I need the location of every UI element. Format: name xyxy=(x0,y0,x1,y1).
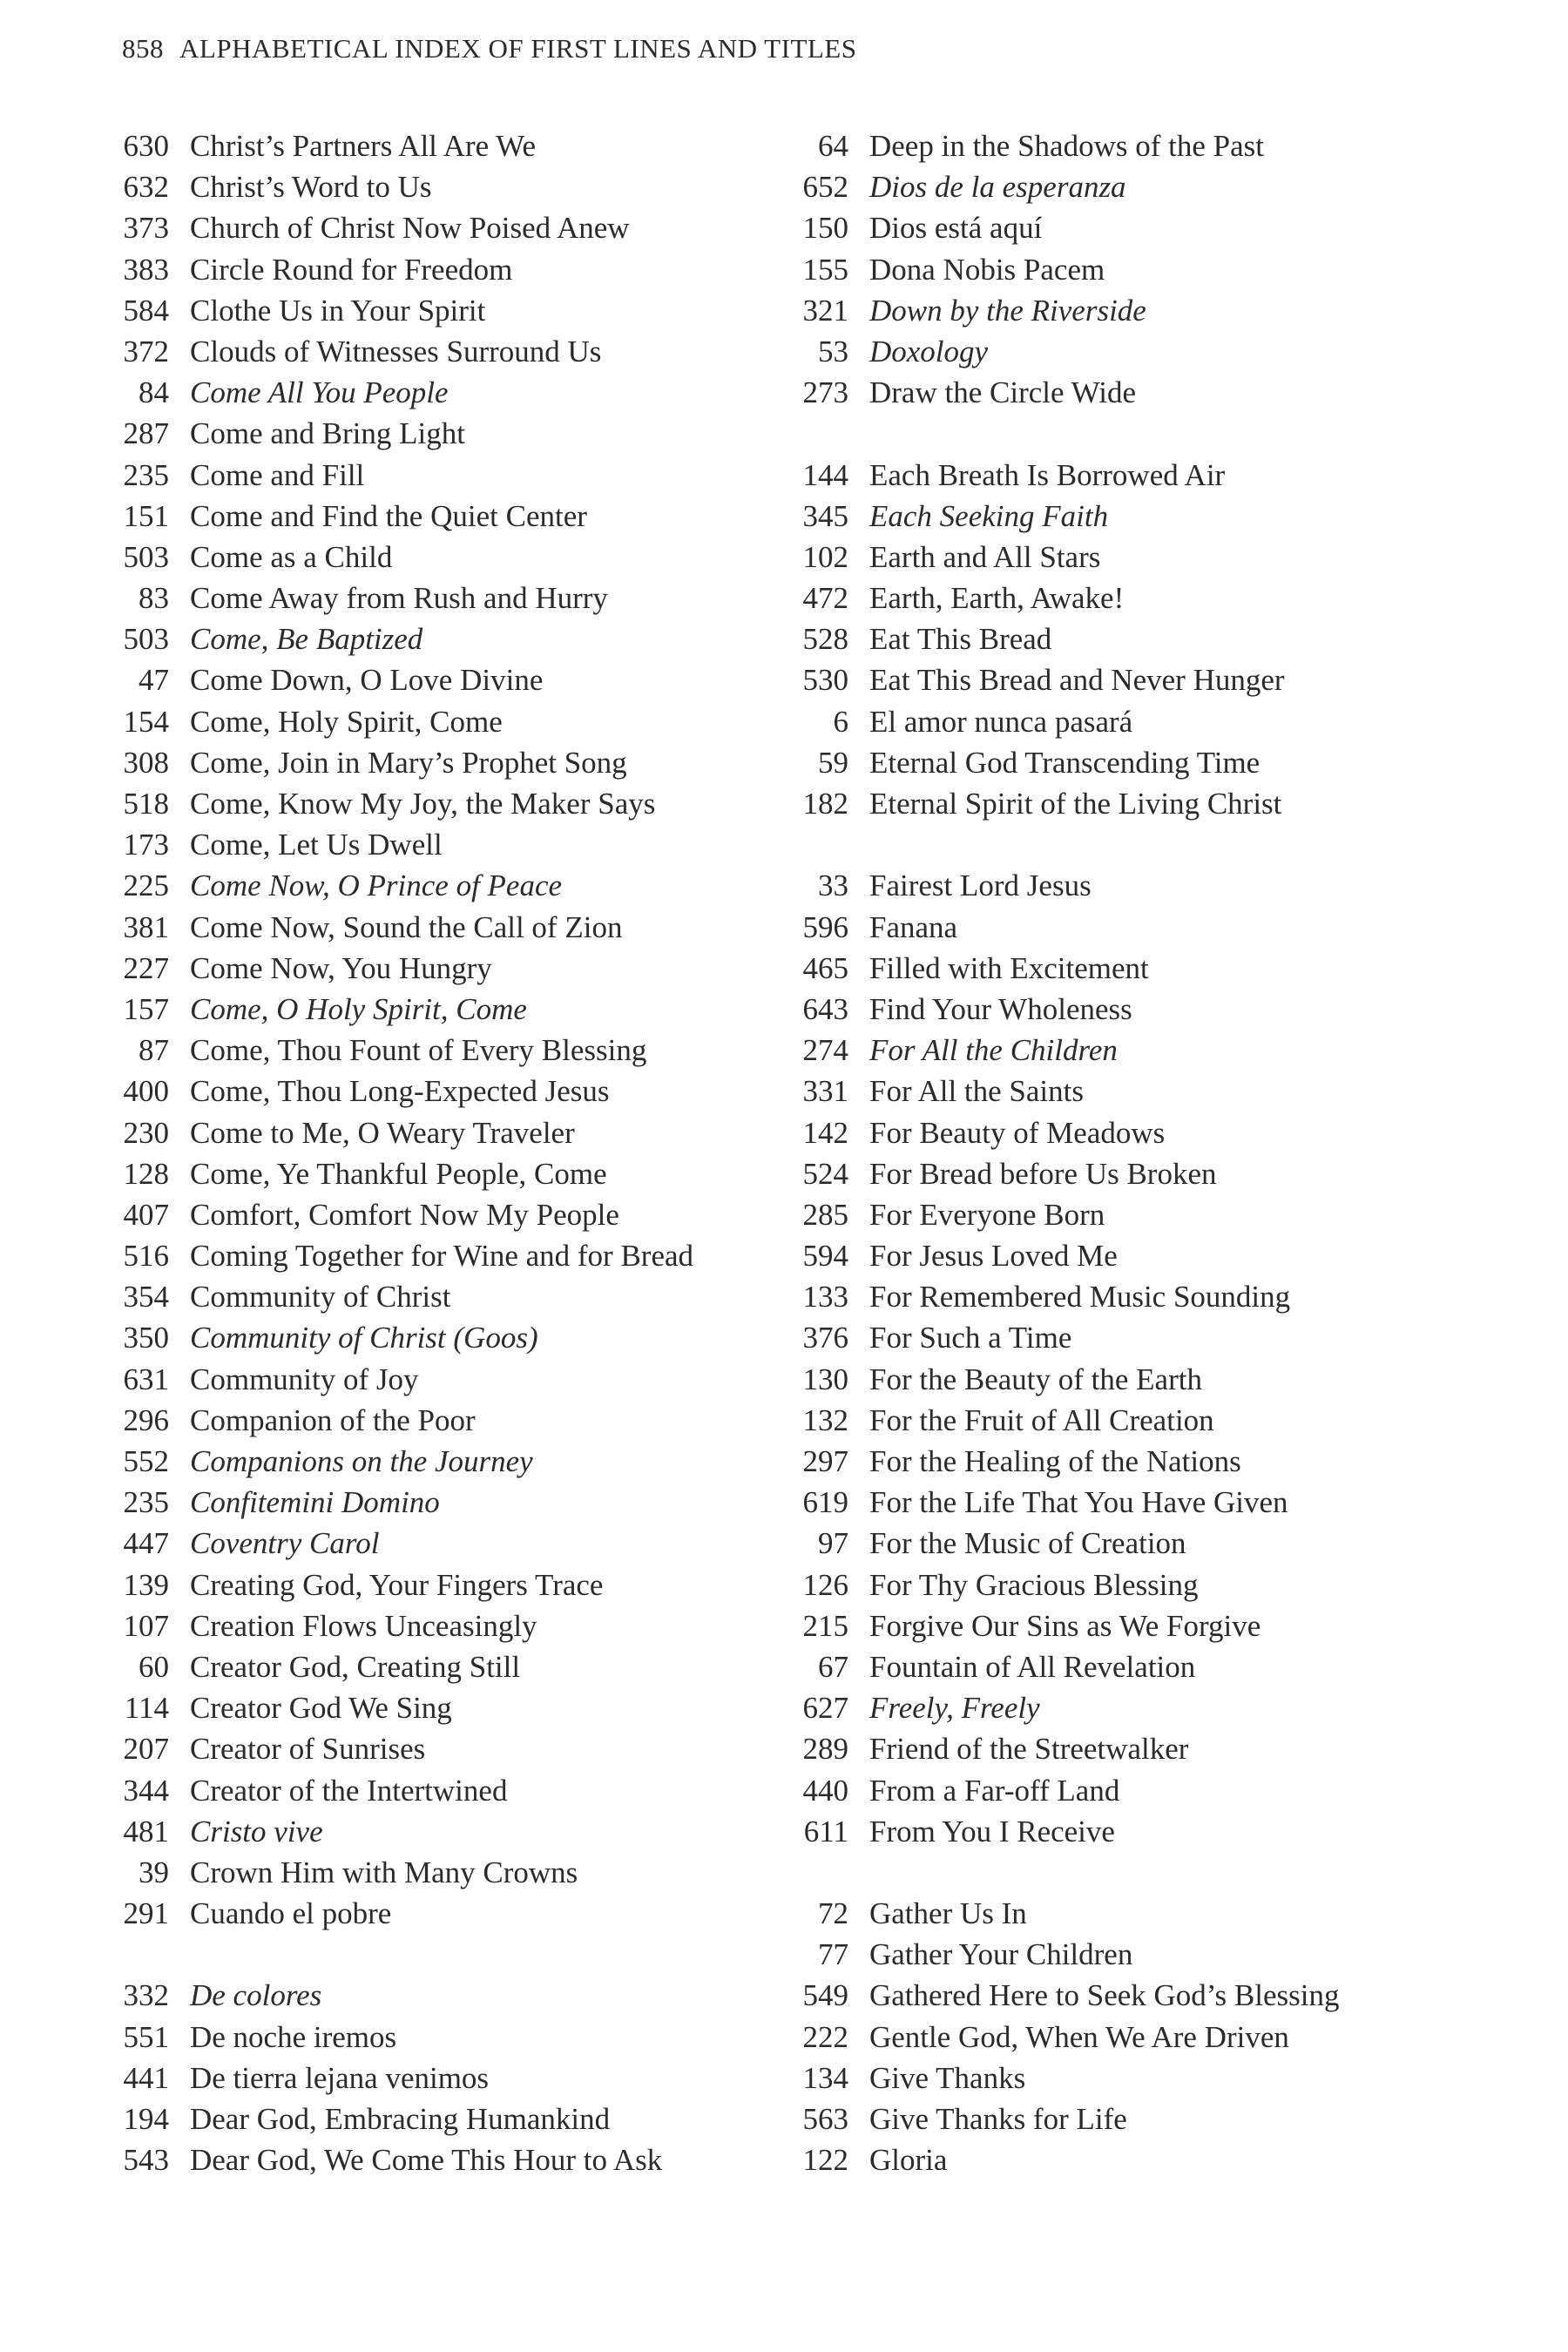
hymn-number: 72 xyxy=(818,1896,848,1931)
hymn-number: 154 xyxy=(123,704,169,739)
index-entry xyxy=(777,622,1439,663)
index-entry xyxy=(98,1568,760,1609)
hymn-number: 133 xyxy=(802,1280,848,1315)
hymn-title: From You I Receive xyxy=(869,1814,1115,1848)
hymn-number: 139 xyxy=(123,1567,169,1602)
hymn-title: For the Beauty of the Earth xyxy=(869,1362,1202,1396)
hymn-title: Come Now, O Prince of Peace xyxy=(190,868,563,903)
hymn-number: 594 xyxy=(802,1239,848,1274)
hymn-number: 142 xyxy=(802,1115,848,1150)
hymn-title: Confitemini Domino xyxy=(190,1485,440,1520)
hymn-title: Cristo vive xyxy=(190,1814,323,1848)
hymn-number: 528 xyxy=(802,622,848,657)
hymn-title: Fairest Lord Jesus xyxy=(869,868,1092,903)
hymn-number: 627 xyxy=(802,1691,848,1726)
index-entry xyxy=(98,335,760,375)
index-entry xyxy=(777,2143,1439,2184)
hymn-title: Church of Christ Now Poised Anew xyxy=(190,211,630,246)
index-entry xyxy=(777,1074,1439,1115)
index-entry xyxy=(777,1691,1439,1732)
hymn-title: For Beauty of Meadows xyxy=(869,1115,1166,1150)
index-entry xyxy=(98,1609,760,1650)
hymn-title: Gather Us In xyxy=(869,1896,1027,1931)
hymn-title: Eternal God Transcending Time xyxy=(869,745,1260,780)
index-entry xyxy=(98,129,760,170)
index-entry xyxy=(777,1609,1439,1650)
index-entry xyxy=(98,1280,760,1321)
hymn-number: 354 xyxy=(123,1280,169,1315)
hymn-number: 551 xyxy=(123,2019,169,2054)
index-entry xyxy=(777,2061,1439,2102)
hymn-number: 447 xyxy=(123,1526,169,1561)
index-entry xyxy=(777,910,1439,951)
hymn-number: 530 xyxy=(802,663,848,698)
hymn-title: Come Now, You Hungry xyxy=(190,950,492,985)
hymn-title: Come and Bring Light xyxy=(190,416,465,451)
hymn-number: 126 xyxy=(802,1567,848,1602)
hymn-number: 122 xyxy=(802,2143,848,2178)
hymn-title: For the Life That You Have Given xyxy=(869,1485,1288,1520)
hymn-title: Come Away from Rush and Hurry xyxy=(190,581,608,616)
index-entry xyxy=(98,746,760,787)
hymn-title: Draw the Circle Wide xyxy=(869,375,1137,410)
index-entry xyxy=(98,1116,760,1157)
hymn-number: 596 xyxy=(802,909,848,944)
hymn-number: 289 xyxy=(802,1732,848,1767)
index-entry xyxy=(777,1937,1439,1978)
hymn-title: Give Thanks for Life xyxy=(869,2102,1127,2136)
hymn-title: For Bread before Us Broken xyxy=(869,1156,1217,1191)
index-entry xyxy=(98,294,760,335)
hymn-title: Find Your Wholeness xyxy=(869,991,1132,1026)
hymn-number: 563 xyxy=(802,2102,848,2136)
index-entry xyxy=(777,868,1439,909)
hymn-title: Companions on the Journey xyxy=(190,1444,533,1478)
hymn-title: For the Music of Creation xyxy=(869,1526,1186,1561)
index-entry xyxy=(777,335,1439,375)
hymn-title: Come, Know My Joy, the Maker Says xyxy=(190,787,656,821)
hymn-number: 39 xyxy=(139,1855,169,1889)
index-entry xyxy=(98,1321,760,1362)
index-entry xyxy=(98,787,760,828)
index-entry xyxy=(777,2020,1439,2061)
hymn-number: 287 xyxy=(123,416,169,451)
index-entry xyxy=(777,1116,1439,1157)
hymn-title: Gentle God, When We Are Driven xyxy=(869,2019,1289,2054)
hymn-title: Friend of the Streetwalker xyxy=(869,1732,1189,1767)
hymn-number: 619 xyxy=(802,1485,848,1520)
section-gap xyxy=(777,1855,1439,1896)
hymn-title: Filled with Excitement xyxy=(869,950,1149,985)
hymn-number: 273 xyxy=(802,375,848,410)
hymn-title: Come and Find the Quiet Center xyxy=(190,498,587,533)
hymn-number: 87 xyxy=(139,1033,169,1068)
hymn-number: 632 xyxy=(123,170,169,205)
index-entry xyxy=(98,2061,760,2102)
hymn-number: 503 xyxy=(123,622,169,657)
index-entry xyxy=(777,1978,1439,2019)
hymn-title: Come, Holy Spirit, Come xyxy=(190,704,503,739)
index-entry xyxy=(98,1074,760,1115)
hymn-title: For Remembered Music Sounding xyxy=(869,1280,1291,1315)
hymn-number: 350 xyxy=(123,1321,169,1355)
section-gap xyxy=(777,828,1439,868)
index-entry xyxy=(777,2102,1439,2143)
hymn-number: 47 xyxy=(139,663,169,698)
hymn-number: 60 xyxy=(139,1649,169,1684)
hymn-title: Come, O Holy Spirit, Come xyxy=(190,991,527,1026)
hymn-title: Creating God, Your Fingers Trace xyxy=(190,1567,604,1602)
hymn-title: Circle Round for Freedom xyxy=(190,252,513,287)
index-entry xyxy=(98,1444,760,1485)
hymn-title: Freely, Freely xyxy=(869,1691,1040,1726)
hymn-number: 296 xyxy=(123,1402,169,1437)
index-entry xyxy=(98,1198,760,1239)
hymn-number: 376 xyxy=(802,1321,848,1355)
hymn-number: 84 xyxy=(139,375,169,410)
index-entry xyxy=(777,1157,1439,1198)
hymn-number: 53 xyxy=(818,334,848,368)
hymn-title: For the Fruit of All Creation xyxy=(869,1402,1214,1437)
index-entry xyxy=(98,211,760,252)
index-entry xyxy=(98,828,760,868)
hymn-title: Give Thanks xyxy=(869,2060,1026,2095)
hymn-title: Come, Ye Thankful People, Come xyxy=(190,1156,607,1191)
hymn-number: 6 xyxy=(833,704,848,739)
index-entry xyxy=(777,1896,1439,1937)
index-entry xyxy=(777,992,1439,1033)
index-entry xyxy=(777,1033,1439,1074)
hymn-title: For Everyone Born xyxy=(869,1197,1105,1232)
index-entry xyxy=(777,1280,1439,1321)
hymn-title: Companion of the Poor xyxy=(190,1402,476,1437)
hymn-title: De noche iremos xyxy=(190,2019,397,2054)
hymn-title: Gloria xyxy=(869,2143,948,2178)
hymn-title: Fountain of All Revelation xyxy=(869,1649,1196,1684)
hymn-number: 321 xyxy=(802,293,848,328)
hymn-title: Dios está aquí xyxy=(869,211,1043,246)
index-entry xyxy=(98,951,760,992)
index-entry xyxy=(777,1198,1439,1239)
hymn-title: Community of Christ xyxy=(190,1280,451,1315)
hymn-number: 222 xyxy=(802,2019,848,2054)
hymn-title: For All the Children xyxy=(869,1033,1118,1068)
hymn-title: De colores xyxy=(190,1978,322,2013)
hymn-title: Gathered Here to Seek God’s Blessing xyxy=(869,1978,1340,2013)
hymn-number: 584 xyxy=(123,293,169,328)
hymn-number: 182 xyxy=(802,787,848,821)
hymn-number: 373 xyxy=(123,211,169,246)
index-entry xyxy=(98,622,760,663)
hymn-title: Down by the Riverside xyxy=(869,293,1146,328)
hymn-title: Come, Let Us Dwell xyxy=(190,828,443,862)
hymn-title: Creation Flows Unceasingly xyxy=(190,1608,537,1643)
index-entry xyxy=(98,458,760,499)
index-entry xyxy=(98,2020,760,2061)
hymn-number: 611 xyxy=(803,1814,848,1848)
hymn-title: Coventry Carol xyxy=(190,1526,380,1561)
index-entry xyxy=(98,1403,760,1444)
hymn-number: 102 xyxy=(802,539,848,574)
hymn-number: 33 xyxy=(818,868,848,903)
hymn-title: Earth, Earth, Awake! xyxy=(869,581,1125,616)
hymn-number: 144 xyxy=(802,457,848,492)
hymn-number: 344 xyxy=(123,1773,169,1808)
hymn-title: Each Breath Is Borrowed Air xyxy=(869,457,1226,492)
hymn-number: 549 xyxy=(802,1978,848,2013)
hymn-number: 407 xyxy=(123,1197,169,1232)
hymn-title: Eternal Spirit of the Living Christ xyxy=(869,787,1282,821)
hymn-number: 381 xyxy=(123,909,169,944)
hymn-number: 552 xyxy=(123,1444,169,1478)
index-entry xyxy=(777,1732,1439,1773)
index-entry xyxy=(777,1362,1439,1403)
hymn-title: Coming Together for Wine and for Bread xyxy=(190,1239,694,1274)
hymn-title: Gather Your Children xyxy=(869,1937,1133,1972)
index-entry xyxy=(777,458,1439,499)
hymn-title: Come, Be Baptized xyxy=(190,622,423,657)
hymn-title: Eat This Bread xyxy=(869,622,1052,657)
index-entry xyxy=(777,1444,1439,1485)
hymn-number: 630 xyxy=(123,129,169,163)
hymn-title: Comfort, Comfort Now My People xyxy=(190,1197,619,1232)
index-entry xyxy=(98,1815,760,1855)
index-entry xyxy=(98,253,760,294)
hymn-title: Dear God, Embracing Humankind xyxy=(190,2102,611,2136)
index-entry xyxy=(98,1691,760,1732)
index-entry xyxy=(777,663,1439,704)
index-entry xyxy=(777,1321,1439,1362)
index-column-left xyxy=(98,129,760,2184)
hymn-title: Cuando el pobre xyxy=(190,1896,392,1931)
hymn-number: 472 xyxy=(802,581,848,616)
index-entry xyxy=(777,581,1439,622)
index-entry xyxy=(777,375,1439,416)
hymn-number: 643 xyxy=(802,991,848,1026)
index-entry xyxy=(777,1774,1439,1815)
hymn-title: Each Seeking Faith xyxy=(869,498,1109,533)
hymn-title: Clothe Us in Your Spirit xyxy=(190,293,486,328)
index-entry xyxy=(777,951,1439,992)
index-entry xyxy=(777,705,1439,746)
index-entry xyxy=(777,129,1439,170)
hymn-number: 132 xyxy=(802,1402,848,1437)
hymn-title: Come as a Child xyxy=(190,539,393,574)
hymn-number: 67 xyxy=(818,1649,848,1684)
hymn-number: 97 xyxy=(818,1526,848,1561)
hymn-number: 291 xyxy=(123,1896,169,1931)
hymn-title: Come, Thou Fount of Every Blessing xyxy=(190,1033,647,1068)
index-entry xyxy=(777,540,1439,581)
hymn-number: 440 xyxy=(802,1773,848,1808)
hymn-number: 308 xyxy=(123,745,169,780)
hymn-number: 227 xyxy=(123,950,169,985)
index-entry xyxy=(98,1485,760,1526)
hymn-title: From a Far-off Land xyxy=(869,1773,1120,1808)
hymn-number: 285 xyxy=(802,1197,848,1232)
hymn-title: Come to Me, O Weary Traveler xyxy=(190,1115,575,1150)
index-entry xyxy=(98,540,760,581)
index-entry xyxy=(777,1650,1439,1691)
index-entry xyxy=(98,992,760,1033)
hymn-title: Christ’s Word to Us xyxy=(190,170,432,205)
index-entry xyxy=(98,2102,760,2143)
hymn-number: 297 xyxy=(802,1444,848,1478)
index-entry xyxy=(777,211,1439,252)
index-entry xyxy=(777,746,1439,787)
hymn-number: 524 xyxy=(802,1156,848,1191)
index-entry xyxy=(777,787,1439,828)
hymn-number: 114 xyxy=(124,1691,169,1726)
hymn-title: Creator of the Intertwined xyxy=(190,1773,508,1808)
index-entry xyxy=(98,1732,760,1773)
hymn-number: 345 xyxy=(802,498,848,533)
index-entry xyxy=(777,1403,1439,1444)
section-gap xyxy=(777,416,1439,457)
page-number: 858 xyxy=(122,33,164,64)
index-entry xyxy=(777,253,1439,294)
hymn-title: Come and Fill xyxy=(190,457,365,492)
hymn-number: 77 xyxy=(818,1937,848,1972)
hymn-number: 652 xyxy=(802,170,848,205)
index-entry xyxy=(98,1650,760,1691)
index-entry xyxy=(98,170,760,211)
index-entry xyxy=(777,170,1439,211)
index-entry xyxy=(98,910,760,951)
hymn-title: Creator of Sunrises xyxy=(190,1732,426,1767)
index-entry xyxy=(777,1485,1439,1526)
hymn-number: 173 xyxy=(123,828,169,862)
hymn-title: De tierra lejana venimos xyxy=(190,2060,490,2095)
index-entry xyxy=(98,1526,760,1567)
index-column-right xyxy=(777,129,1439,2184)
hymn-title: Doxology xyxy=(869,334,989,368)
hymn-title: Christ’s Partners All Are We xyxy=(190,129,537,163)
index-entry xyxy=(777,1568,1439,1609)
index-entry xyxy=(777,1526,1439,1567)
hymn-number: 128 xyxy=(123,1156,169,1191)
hymn-title: For Jesus Loved Me xyxy=(869,1239,1118,1274)
hymn-title: For All the Saints xyxy=(869,1074,1084,1109)
index-entry xyxy=(98,1978,760,2019)
index-entry xyxy=(98,1896,760,1937)
hymn-title: Clouds of Witnesses Surround Us xyxy=(190,334,602,368)
hymn-title: Fanana xyxy=(869,909,958,944)
hymn-number: 516 xyxy=(123,1239,169,1274)
index-entry xyxy=(98,581,760,622)
hymn-title: Come, Join in Mary’s Prophet Song xyxy=(190,745,627,780)
hymn-title: El amor nunca pasará xyxy=(869,704,1133,739)
index-entry xyxy=(98,1362,760,1403)
hymn-title: Deep in the Shadows of the Past xyxy=(869,129,1264,163)
index-entry xyxy=(98,1774,760,1815)
hymn-number: 383 xyxy=(123,252,169,287)
index-entry xyxy=(98,663,760,704)
hymn-number: 331 xyxy=(802,1074,848,1109)
hymn-number: 150 xyxy=(802,211,848,246)
hymn-title: Come Down, O Love Divine xyxy=(190,663,544,698)
hymn-number: 157 xyxy=(123,991,169,1026)
hymn-number: 155 xyxy=(802,252,848,287)
hymn-number: 230 xyxy=(123,1115,169,1150)
index-entry xyxy=(777,294,1439,335)
hymn-title: Creator God, Creating Still xyxy=(190,1649,521,1684)
index-entry xyxy=(98,868,760,909)
hymn-title: Community of Christ (Goos) xyxy=(190,1321,538,1355)
index-entry xyxy=(98,375,760,416)
hymn-title: Dona Nobis Pacem xyxy=(869,252,1105,287)
hymn-title: For Thy Gracious Blessing xyxy=(869,1567,1199,1602)
index-entry xyxy=(98,1157,760,1198)
hymn-number: 400 xyxy=(123,1074,169,1109)
hymn-title: Come, Thou Long-Expected Jesus xyxy=(190,1074,610,1109)
hymn-title: For Such a Time xyxy=(869,1321,1072,1355)
index-entry xyxy=(777,1815,1439,1855)
hymn-number: 194 xyxy=(123,2102,169,2136)
index-entry xyxy=(98,1855,760,1896)
hymn-number: 130 xyxy=(802,1362,848,1396)
index-entry xyxy=(98,1239,760,1280)
hymn-number: 235 xyxy=(123,1485,169,1520)
section-gap xyxy=(98,1937,760,1978)
hymn-number: 107 xyxy=(123,1608,169,1643)
hymn-title: Eat This Bread and Never Hunger xyxy=(869,663,1285,698)
hymn-title: Earth and All Stars xyxy=(869,539,1101,574)
index-entry xyxy=(777,499,1439,540)
hymn-title: For the Healing of the Nations xyxy=(869,1444,1241,1478)
hymn-title: Dios de la esperanza xyxy=(869,170,1126,205)
index-entry xyxy=(777,1239,1439,1280)
hymn-number: 64 xyxy=(818,129,848,163)
hymn-title: Come Now, Sound the Call of Zion xyxy=(190,909,623,944)
index-entry xyxy=(98,416,760,457)
hymn-number: 215 xyxy=(802,1608,848,1643)
hymn-number: 518 xyxy=(123,787,169,821)
hymn-number: 235 xyxy=(123,457,169,492)
hymn-number: 441 xyxy=(123,2060,169,2095)
index-entry xyxy=(98,499,760,540)
hymn-number: 134 xyxy=(802,2060,848,2095)
hymn-title: Creator God We Sing xyxy=(190,1691,452,1726)
hymn-title: Community of Joy xyxy=(190,1362,419,1396)
index-entry xyxy=(98,705,760,746)
hymn-number: 332 xyxy=(123,1978,169,2013)
hymn-number: 503 xyxy=(123,539,169,574)
index-entry xyxy=(98,1033,760,1074)
hymn-number: 207 xyxy=(123,1732,169,1767)
hymn-number: 465 xyxy=(802,950,848,985)
hymn-title: Dear God, We Come This Hour to Ask xyxy=(190,2143,663,2178)
hymn-number: 543 xyxy=(123,2143,169,2178)
hymn-number: 83 xyxy=(139,581,169,616)
hymn-title: Come All You People xyxy=(190,375,449,410)
page-title: ALPHABETICAL INDEX OF FIRST LINES AND TITLES xyxy=(179,33,857,64)
hymn-number: 59 xyxy=(818,745,848,780)
hymn-number: 225 xyxy=(123,868,169,903)
page-header xyxy=(122,33,857,64)
hymn-title: Forgive Our Sins as We Forgive xyxy=(869,1608,1261,1643)
hymn-title: Crown Him with Many Crowns xyxy=(190,1855,578,1889)
hymn-number: 372 xyxy=(123,334,169,368)
hymn-number: 274 xyxy=(802,1033,848,1068)
hymn-number: 151 xyxy=(123,498,169,533)
index-entry xyxy=(98,2143,760,2184)
hymn-number: 631 xyxy=(123,1362,169,1396)
hymn-number: 481 xyxy=(123,1814,169,1848)
